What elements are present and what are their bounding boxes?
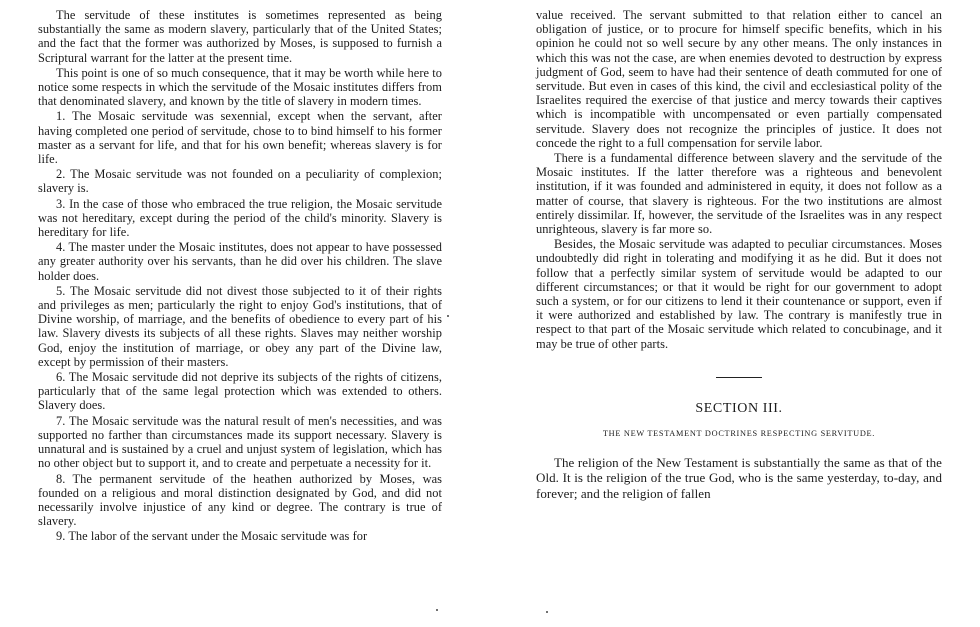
left-paragraph-intro: The servitude of these institutes is sometimes represented as being substantially the same as modern slavery, particularly that of the United States; and the fact that the former was authorized by Moses, is supposed to furnish a Scriptural warrant for the latter at the present time. [38, 8, 442, 65]
point-8: 8. The permanent servitude of the heathen authorized by Moses, was founded on a religious and moral distinction designated by God, and did not necessarily involve injustice of any kind or degree. The contrary is true of slavery. [38, 471, 442, 529]
print-speck [436, 609, 438, 611]
point-3: 3. In the case of those who embraced the true religion, the Mosaic servitude was not hereditary, except during the period of the child's minority. Slavery is hereditary for life. [38, 196, 442, 240]
print-speck [447, 315, 449, 317]
section-divider [716, 377, 762, 378]
right-paragraph-difference: There is a fundamental difference between slavery and the servitude of the Mosaic institutes. If the latter therefore was a righteous and benevolent institution, if it was founded and administered in equity, it does not follow as a matter of course, that slavery is righteous. For the two institutions are almost entirely dissimilar. If, however, the servitude of the Israelites was in any respect unrighteous, slavery is far more so. [536, 151, 942, 237]
right-page [536, 8, 942, 627]
point-1: 1. The Mosaic servitude was sexennial, except when the servant, after having completed one period of servitude, chose to to bind himself to his former master as a servant for life, and that for his own benefit; whereas slavery is for life. [38, 109, 442, 167]
point-7: 7. The Mosaic servitude was the natural result of men's necessities, and was supported no farther than circumstances made its support necessary. Slavery is unnatural and is sustained by a cruel and unjust system of legislation, which has no other object but to support it, and to create and perpetuate a necessity for it. [38, 413, 442, 471]
section-subheading: THE NEW TESTAMENT DOCTRINES RESPECTING SERVITUDE. [602, 428, 876, 438]
point-2: 2. The Mosaic servitude was not founded on a peculiarity of complexion; slavery is. [38, 167, 442, 196]
right-continuation: value received. The servant submitted to that relation either to cancel an obligation of justice, or to procure for himself specific benefits, which in his opinion he could not so well secure by any other means. The only instances in which this was not the case, are when enemies devoted to destruction by express judgment of God, seem to have had their sentence of death commuted for one of servitude. But even in cases of this kind, the civil and ecclesiastical polity of the Israelites required the exercise of that justice and mercy towards their captives which is incompatible with uncompensated or even partially compensated servitude. Slavery does not recognize the principles of justice. It does not concede the right to a full compensation for servile labor. [536, 8, 942, 150]
left-paragraph-purpose: This point is one of so much consequence, that it may be worth while here to notice some respects in which the servitude of the Mosaic institutes differs from that denominated slavery, and known by the title of slavery in modern times. [38, 65, 442, 109]
section-heading: SECTION III. [695, 400, 783, 416]
point-5: 5. The Mosaic servitude did not divest those subjected to it of their rights and privileges as men; particularly the right to enjoy God's institutions, that of Divine worship, of marriage, and the benefits of obedience to every part of his law. Slavery divests its subjects of all these rights. Slaves may neither worship God, enjoy the institution of marriage, or obey any part of the Divine law, except by permission of their masters. [38, 283, 442, 369]
point-6: 6. The Mosaic servitude did not deprive its subjects of the rights of citizens, particularly that of the same legal protection which was extended to others. Slavery does. [38, 370, 442, 413]
left-page [38, 8, 442, 627]
right-paragraph-besides: Besides, the Mosaic servitude was adapted to peculiar circumstances. Moses undoubtedly did right in tolerating and modifying it as he did. But it does not follow that a perfectly similar system of servitude would be adapted to our different circumstances; or that it would be right for our government to adopt such a system, or for our citizens to lend it their countenance or support, even if it were authorized and established by law. The contrary is manifestly true in respect to that part of the Mosaic servitude which related to concubinage, and it may be true of other parts. [536, 237, 942, 351]
point-4: 4. The master under the Mosaic institutes, does not appear to have possessed any greater authority over his servants, than he did over his children. The slave holder does. [38, 240, 442, 283]
point-9: 9. The labor of the servant under the Mosaic servitude was for [56, 529, 368, 544]
section-first-paragraph: The religion of the New Testament is substantially the same as that of the Old. It is the religion of the true God, who is the same yesterday, to-day, and forever; and the religion of fallen [536, 454, 942, 501]
print-speck [546, 611, 548, 613]
